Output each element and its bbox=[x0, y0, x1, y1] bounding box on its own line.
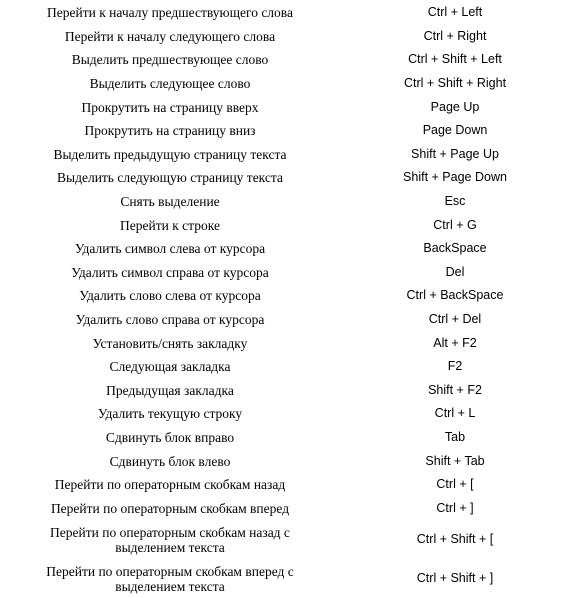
key-combination: Ctrl + BackSpace bbox=[406, 288, 504, 303]
action-description: Удалить символ слева от курсора bbox=[74, 241, 266, 257]
key-combination: Ctrl + G bbox=[433, 217, 477, 232]
shortcut-row bbox=[0, 190, 570, 214]
action-description: Выделить следующую страницу текста bbox=[57, 170, 283, 186]
key-combination: Tab bbox=[444, 429, 466, 444]
shortcut-row bbox=[0, 119, 570, 143]
shortcut-row bbox=[0, 355, 570, 379]
key-combination: Ctrl + ] bbox=[436, 500, 474, 515]
shortcut-row bbox=[0, 473, 570, 497]
action-description: Удалить символ справа от курсора bbox=[71, 264, 269, 280]
key-combination: Shift + Page Up bbox=[411, 146, 499, 161]
key-combination: Shift + Page Down bbox=[403, 170, 507, 185]
action-description: Перейти по операторным скобкам назад с выделением текста bbox=[50, 524, 290, 555]
shortcut-table bbox=[0, 1, 570, 598]
shortcut-row bbox=[0, 213, 570, 237]
action-description: Предыдущая закладка bbox=[106, 382, 234, 398]
action-description: Перейти по операторным скобкам назад bbox=[54, 477, 286, 493]
shortcut-row bbox=[0, 496, 570, 520]
shortcut-row bbox=[0, 520, 570, 559]
key-combination: Ctrl + Shift + Left bbox=[408, 52, 502, 67]
action-description: Перейти по операторным скобкам вперед с выделением текста bbox=[46, 563, 294, 594]
action-description: Удалить слово слева от курсора bbox=[79, 288, 261, 304]
shortcut-row bbox=[0, 426, 570, 450]
action-description: Перейти к строке bbox=[120, 217, 220, 233]
action-description: Перейти к началу предшествующего слова bbox=[47, 5, 293, 21]
action-description: Следующая закладка bbox=[109, 359, 231, 375]
key-combination: F2 bbox=[447, 359, 463, 374]
shortcut-row bbox=[0, 331, 570, 355]
shortcut-row bbox=[0, 72, 570, 96]
key-combination: BackSpace bbox=[423, 241, 487, 256]
key-combination: Ctrl + [ bbox=[436, 477, 474, 492]
action-description: Прокрутить на страницу вверх bbox=[81, 99, 259, 115]
shortcut-row bbox=[0, 284, 570, 308]
action-description: Удалить слово справа от курсора bbox=[75, 312, 265, 328]
shortcut-row bbox=[0, 559, 570, 598]
key-combination: Page Down bbox=[422, 123, 488, 138]
shortcut-row bbox=[0, 48, 570, 72]
shortcut-row bbox=[0, 308, 570, 332]
key-combination: Ctrl + L bbox=[434, 406, 476, 421]
key-combination: Page Up bbox=[430, 99, 480, 114]
key-combination: Shift + Tab bbox=[425, 453, 485, 468]
key-combination: Ctrl + Shift + ] bbox=[416, 571, 494, 586]
shortcut-row bbox=[0, 143, 570, 167]
key-combination: Esc bbox=[444, 194, 466, 209]
action-description: Удалить текущую строку bbox=[97, 406, 243, 422]
action-description: Установить/снять закладку bbox=[92, 335, 248, 351]
shortcut-row bbox=[0, 25, 570, 49]
action-description: Выделить предыдущую страницу текста bbox=[53, 146, 287, 162]
action-description: Перейти по операторным скобкам вперед bbox=[50, 500, 290, 516]
shortcut-row bbox=[0, 1, 570, 25]
shortcut-row bbox=[0, 237, 570, 261]
key-combination: Ctrl + Right bbox=[423, 28, 487, 43]
key-combination: Ctrl + Del bbox=[428, 312, 482, 327]
action-description-cell bbox=[0, 520, 340, 559]
action-description: Сдвинуть блок влево bbox=[109, 453, 231, 469]
action-description: Снять выделение bbox=[120, 194, 220, 210]
key-combination: Ctrl + Shift + [ bbox=[416, 532, 494, 547]
shortcut-row bbox=[0, 261, 570, 285]
shortcut-row bbox=[0, 95, 570, 119]
action-description: Прокрутить на страницу вниз bbox=[84, 123, 256, 139]
action-description: Перейти к началу следующего слова bbox=[64, 28, 276, 44]
key-combination: Alt + F2 bbox=[433, 335, 477, 350]
key-combination: Del bbox=[445, 264, 465, 279]
action-description: Выделить предшествующее слово bbox=[71, 52, 269, 68]
key-combination: Ctrl + Shift + Right bbox=[403, 76, 507, 91]
key-combination: Ctrl + Left bbox=[427, 5, 483, 20]
action-description: Сдвинуть блок вправо bbox=[105, 429, 235, 445]
action-description-cell bbox=[0, 559, 340, 598]
shortcut-row bbox=[0, 402, 570, 426]
key-combination: Shift + F2 bbox=[428, 382, 482, 397]
shortcut-row bbox=[0, 379, 570, 403]
action-description: Выделить следующее слово bbox=[89, 76, 251, 92]
shortcut-row bbox=[0, 449, 570, 473]
shortcut-row bbox=[0, 166, 570, 190]
